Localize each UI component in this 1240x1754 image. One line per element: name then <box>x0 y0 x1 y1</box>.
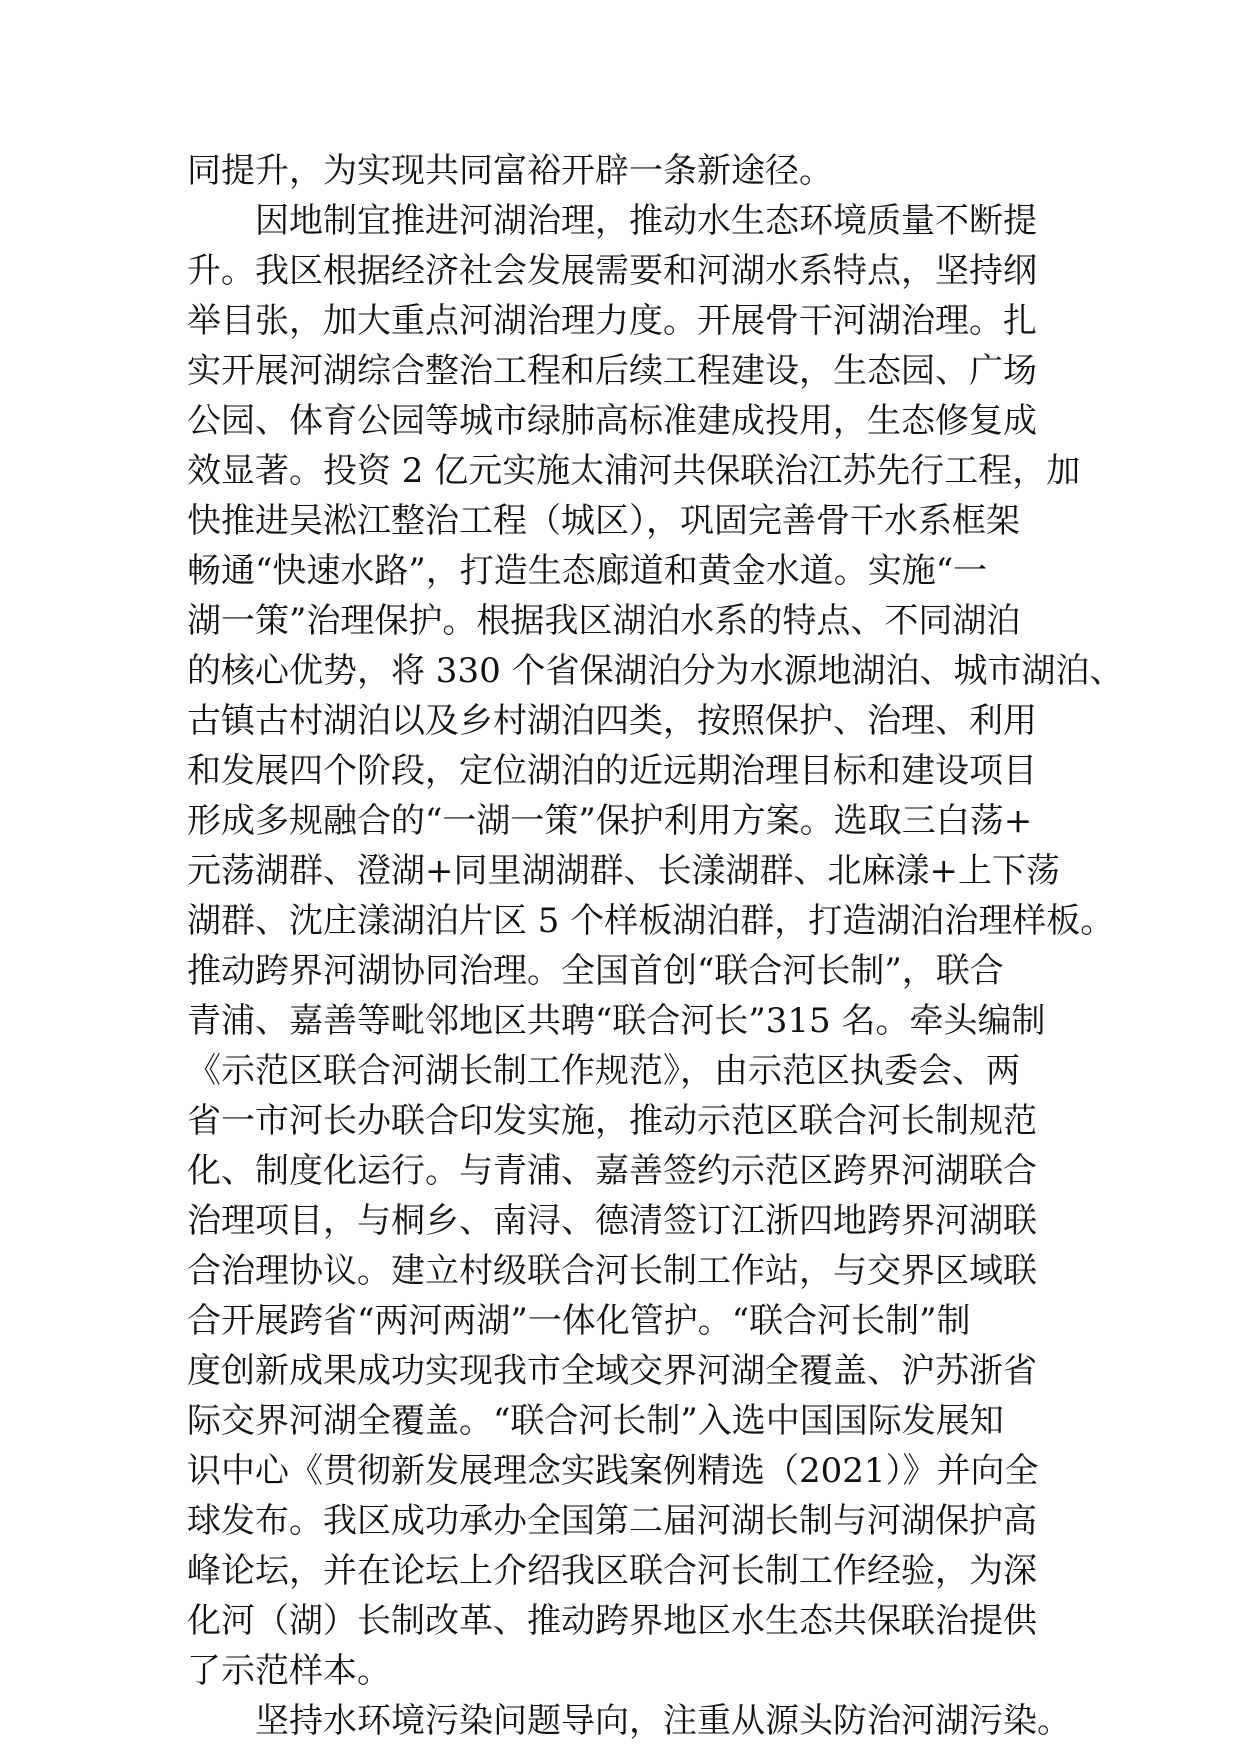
text-line: 际交界河湖全覆盖。“联合河长制”入选中国国际发展知 <box>187 1401 1004 1441</box>
text-line: 化、制度化运行。与青浦、嘉善签约示范区跨界河湖联合 <box>187 1151 1037 1191</box>
text-line: 青浦、嘉善等毗邻地区共聘“联合河长”315 名。牵头编制 <box>187 1001 1046 1041</box>
text-line: 形成多规融合的“一湖一策”保护利用方案。选取三白荡+ <box>187 801 1033 841</box>
text-line: 因地制宜推进河湖治理，推动水生态环境质量不断提 <box>187 201 1037 241</box>
text-line: 畅通“快速水路”，打造生态廊道和黄金水道。实施“一 <box>187 551 988 591</box>
text-line: 度创新成果成功实现我市全域交界河湖全覆盖、沪苏浙省 <box>187 1351 1037 1391</box>
text-line: 省一市河长办联合印发实施，推动示范区联合河长制规范 <box>187 1101 1037 1141</box>
text-line: 举目张，加大重点河湖治理力度。开展骨干河湖治理。扎 <box>187 301 1037 341</box>
text-line: 实开展河湖综合整治工程和后续工程建设，生态园、广场 <box>187 351 1037 391</box>
text-line: 峰论坛，并在论坛上介绍我区联合河长制工作经验，为深 <box>187 1551 1037 1591</box>
text-line: 和发展四个阶段，定位湖泊的近远期治理目标和建设项目 <box>187 751 1037 791</box>
body-text <box>187 146 1124 1746</box>
text-line: 坚持水环境污染问题导向，注重从源头防治河湖污染。 <box>187 1701 1071 1741</box>
text-line: 化河（湖）长制改革、推动跨界地区水生态共保联治提供 <box>187 1601 1037 1641</box>
text-line: 效显著。投资 2 亿元实施太浦河共保联治江苏先行工程，加 <box>187 451 1081 491</box>
text-line: 古镇古村湖泊以及乡村湖泊四类，按照保护、治理、利用 <box>187 701 1037 741</box>
text-line: 球发布。我区成功承办全国第二届河湖长制与河湖保护高 <box>187 1501 1037 1541</box>
text-line: 识中心《贯彻新发展理念实践案例精选（2021）》并向全 <box>187 1451 1039 1491</box>
text-line: 推动跨界河湖协同治理。全国首创“联合河长制”，联合 <box>187 951 1004 991</box>
text-line: 的核心优势，将 330 个省保湖泊分为水源地湖泊、城市湖泊、 <box>187 651 1124 691</box>
text-line: 同提升，为实现共同富裕开辟一条新途径。 <box>187 151 833 191</box>
text-line: 元荡湖群、澄湖+同里湖湖群、长漾湖群、北麻漾+上下荡 <box>187 851 1060 891</box>
text-line: 了示范样本。 <box>187 1651 391 1691</box>
text-line: 湖群、沈庄漾湖泊片区 5 个样板湖泊群，打造湖泊治理样板。 <box>187 901 1115 941</box>
text-line: 公园、体育公园等城市绿肺高标准建成投用，生态修复成 <box>187 401 1037 441</box>
text-line: 合治理协议。建立村级联合河长制工作站，与交界区域联 <box>187 1251 1037 1291</box>
text-line: 治理项目，与桐乡、南浔、德清签订江浙四地跨界河湖联 <box>187 1201 1037 1241</box>
text-line: 合开展跨省“两河两湖”一体化管护。“联合河长制”制 <box>187 1301 971 1341</box>
text-line: 升。我区根据经济社会发展需要和河湖水系特点，坚持纲 <box>187 251 1037 291</box>
text-line: 《示范区联合河湖长制工作规范》，由示范区执委会、两 <box>187 1051 1020 1091</box>
text-line: 湖一策”治理保护。根据我区湖泊水系的特点、不同湖泊 <box>187 601 1021 641</box>
text-line: 快推进吴淞江整治工程（城区），巩固完善骨干水系框架 <box>187 501 1020 541</box>
